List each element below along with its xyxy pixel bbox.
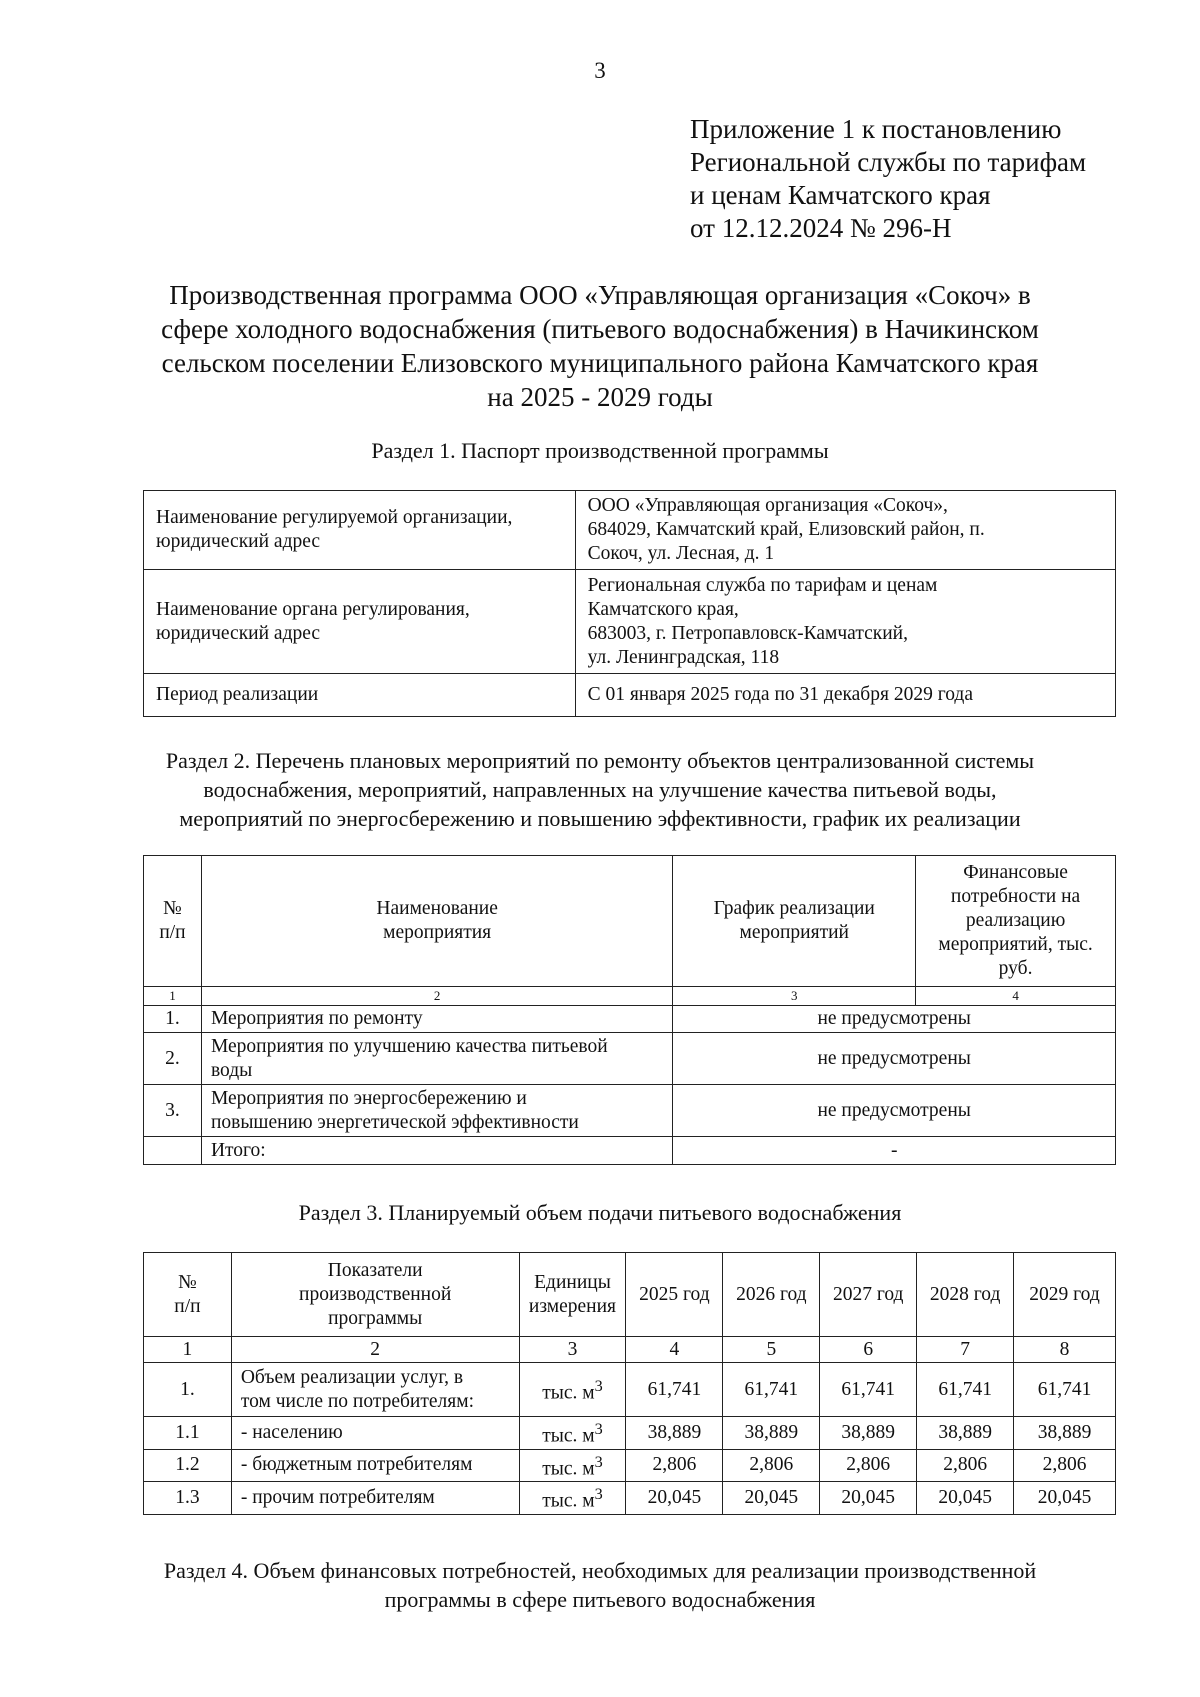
header-indicator: Показатели производственной программы — [231, 1253, 519, 1337]
passport-table — [143, 490, 1116, 717]
row-unit: тыс. $м^3$ — [519, 1417, 626, 1450]
column-number: 4 — [626, 1337, 723, 1363]
passport-label: Период реализации — [144, 674, 576, 717]
column-number: 3 — [519, 1337, 626, 1363]
header-year: 2028 год — [917, 1253, 1014, 1337]
total-label: Итого: — [201, 1137, 672, 1165]
row-value: не предусмотрены — [673, 1006, 1116, 1033]
row-value: 61,741 — [626, 1363, 723, 1417]
page-number: 3 — [594, 58, 606, 83]
column-number: 1 — [144, 1337, 232, 1363]
header-num: № п/п — [144, 856, 202, 987]
table-row — [144, 1085, 1116, 1137]
title-line: на 2025 - 2029 годы — [487, 382, 713, 412]
row-value: не предусмотрены — [673, 1085, 1116, 1137]
row-value: 61,741 — [820, 1363, 917, 1417]
row-name: Мероприятия по улучшению качества питьевой воды — [201, 1033, 672, 1085]
section1-title: Раздел 1. Паспорт производственной программы — [371, 438, 829, 463]
table-row — [144, 1033, 1116, 1085]
table-row — [144, 491, 1116, 570]
header-schedule: График реализации мероприятий — [673, 856, 916, 987]
passport-value: С 01 января 2025 года по 31 декабря 2029 года — [575, 674, 1115, 717]
row-num: 1. — [144, 1006, 202, 1033]
row-value: 2,806 — [626, 1449, 723, 1482]
header-num: № п/п — [144, 1253, 232, 1337]
column-number: 2 — [231, 1337, 519, 1363]
header-unit: Единицы измерения — [519, 1253, 626, 1337]
row-num: 2. — [144, 1033, 202, 1085]
table-row — [144, 1449, 1116, 1482]
row-indicator: - прочим потребителям — [231, 1482, 519, 1515]
row-value: 2,806 — [917, 1449, 1014, 1482]
row-value: 38,889 — [1014, 1417, 1116, 1450]
supply-volume-table — [143, 1252, 1116, 1515]
row-num: 1.3 — [144, 1482, 232, 1515]
row-value: 20,045 — [917, 1482, 1014, 1515]
row-value: 2,806 — [723, 1449, 820, 1482]
row-value: 61,741 — [723, 1363, 820, 1417]
row-value: 61,741 — [917, 1363, 1014, 1417]
column-number-row — [144, 1337, 1116, 1363]
total-value: - — [673, 1137, 1116, 1165]
row-value: 20,045 — [723, 1482, 820, 1515]
row-num: 1.2 — [144, 1449, 232, 1482]
title-line: сельском поселении Елизовского муниципального района Камчатского края — [161, 348, 1039, 378]
passport-label: Наименование органа регулирования, юридический адрес — [144, 570, 576, 674]
row-value: 20,045 — [1014, 1482, 1116, 1515]
column-number: 6 — [820, 1337, 917, 1363]
total-num — [144, 1137, 202, 1165]
column-number-row — [144, 987, 1116, 1006]
table-row — [144, 570, 1116, 674]
table-row — [144, 674, 1116, 717]
header-year: 2025 год — [626, 1253, 723, 1337]
row-unit: тыс. $м^3$ — [519, 1449, 626, 1482]
row-value: 20,045 — [626, 1482, 723, 1515]
section2-title: Раздел 2. Перечень плановых мероприятий по ремонту объектов централизованной системы водоснабжения, мероприятий, направленных на улучшение качества питьевой воды, мероприятий по энергосбережению и повышению эффективности, график их реализации — [165, 748, 1035, 831]
header-year: 2029 год — [1014, 1253, 1116, 1337]
appendix-header — [690, 113, 1086, 245]
row-value: 2,806 — [820, 1449, 917, 1482]
header-year: 2026 год — [723, 1253, 820, 1337]
column-number: 2 — [201, 987, 672, 1006]
document-title — [100, 278, 1100, 414]
row-name: Мероприятия по энергосбережению и повышению энергетической эффективности — [201, 1085, 672, 1137]
row-unit: тыс. $м^3$ — [519, 1482, 626, 1515]
table-header-row — [144, 1253, 1116, 1337]
section4-title: Раздел 4. Объем финансовых потребностей, необходимых для реализации производственной программы в сфере питьевого водоснабжения — [163, 1558, 1037, 1612]
row-unit: тыс. $м^3$ — [519, 1363, 626, 1417]
total-row — [144, 1137, 1116, 1165]
row-value: 20,045 — [820, 1482, 917, 1515]
row-value: 38,889 — [820, 1417, 917, 1450]
appendix-line: Региональной службы по тарифам — [690, 147, 1087, 177]
measures-table — [143, 855, 1116, 1165]
title-line: Производственная программа ООО «Управляющая организация «Сокоч» в — [169, 280, 1031, 310]
row-value: 38,889 — [723, 1417, 820, 1450]
header-year: 2027 год — [820, 1253, 917, 1337]
row-value: 2,806 — [1014, 1449, 1116, 1482]
column-number: 3 — [673, 987, 916, 1006]
column-number: 7 — [917, 1337, 1014, 1363]
column-number: 4 — [916, 987, 1116, 1006]
table-row — [144, 1417, 1116, 1450]
passport-value: Региональная служба по тарифам и ценам Камчатского края, 683003, г. Петропавловск-Камчатский, ул. Ленинградская, 118 — [575, 570, 1115, 674]
section3-title: Раздел 3. Планируемый объем подачи питьевого водоснабжения — [298, 1200, 902, 1225]
row-value: не предусмотрены — [673, 1033, 1116, 1085]
row-indicator: - бюджетным потребителям — [231, 1449, 519, 1482]
table-row — [144, 1482, 1116, 1515]
appendix-line: Приложение 1 к постановлению — [690, 114, 1062, 144]
appendix-line: от 12.12.2024 № 296-Н — [690, 213, 952, 243]
row-indicator: - населению — [231, 1417, 519, 1450]
row-value: 38,889 — [626, 1417, 723, 1450]
passport-value: ООО «Управляющая организация «Сокоч», 684029, Камчатский край, Елизовский район, п. Сокоч, ул. Лесная, д. 1 — [575, 491, 1115, 570]
row-name: Мероприятия по ремонту — [201, 1006, 672, 1033]
row-num: 3. — [144, 1085, 202, 1137]
title-line: сфере холодного водоснабжения (питьевого водоснабжения) в Начикинском — [161, 314, 1039, 344]
row-num: 1. — [144, 1363, 232, 1417]
row-value: 61,741 — [1014, 1363, 1116, 1417]
header-name: Наименование мероприятия — [201, 856, 672, 987]
row-value: 38,889 — [917, 1417, 1014, 1450]
appendix-line: и ценам Камчатского края — [690, 180, 991, 210]
row-indicator: Объем реализации услуг, в том числе по потребителям: — [231, 1363, 519, 1417]
header-finance: Финансовые потребности на реализацию мероприятий, тыс. руб. — [916, 856, 1116, 987]
column-number: 5 — [723, 1337, 820, 1363]
table-row — [144, 1363, 1116, 1417]
table-row — [144, 1006, 1116, 1033]
column-number: 8 — [1014, 1337, 1116, 1363]
passport-label: Наименование регулируемой организации, юридический адрес — [144, 491, 576, 570]
row-num: 1.1 — [144, 1417, 232, 1450]
column-number: 1 — [144, 987, 202, 1006]
table-header-row — [144, 856, 1116, 987]
